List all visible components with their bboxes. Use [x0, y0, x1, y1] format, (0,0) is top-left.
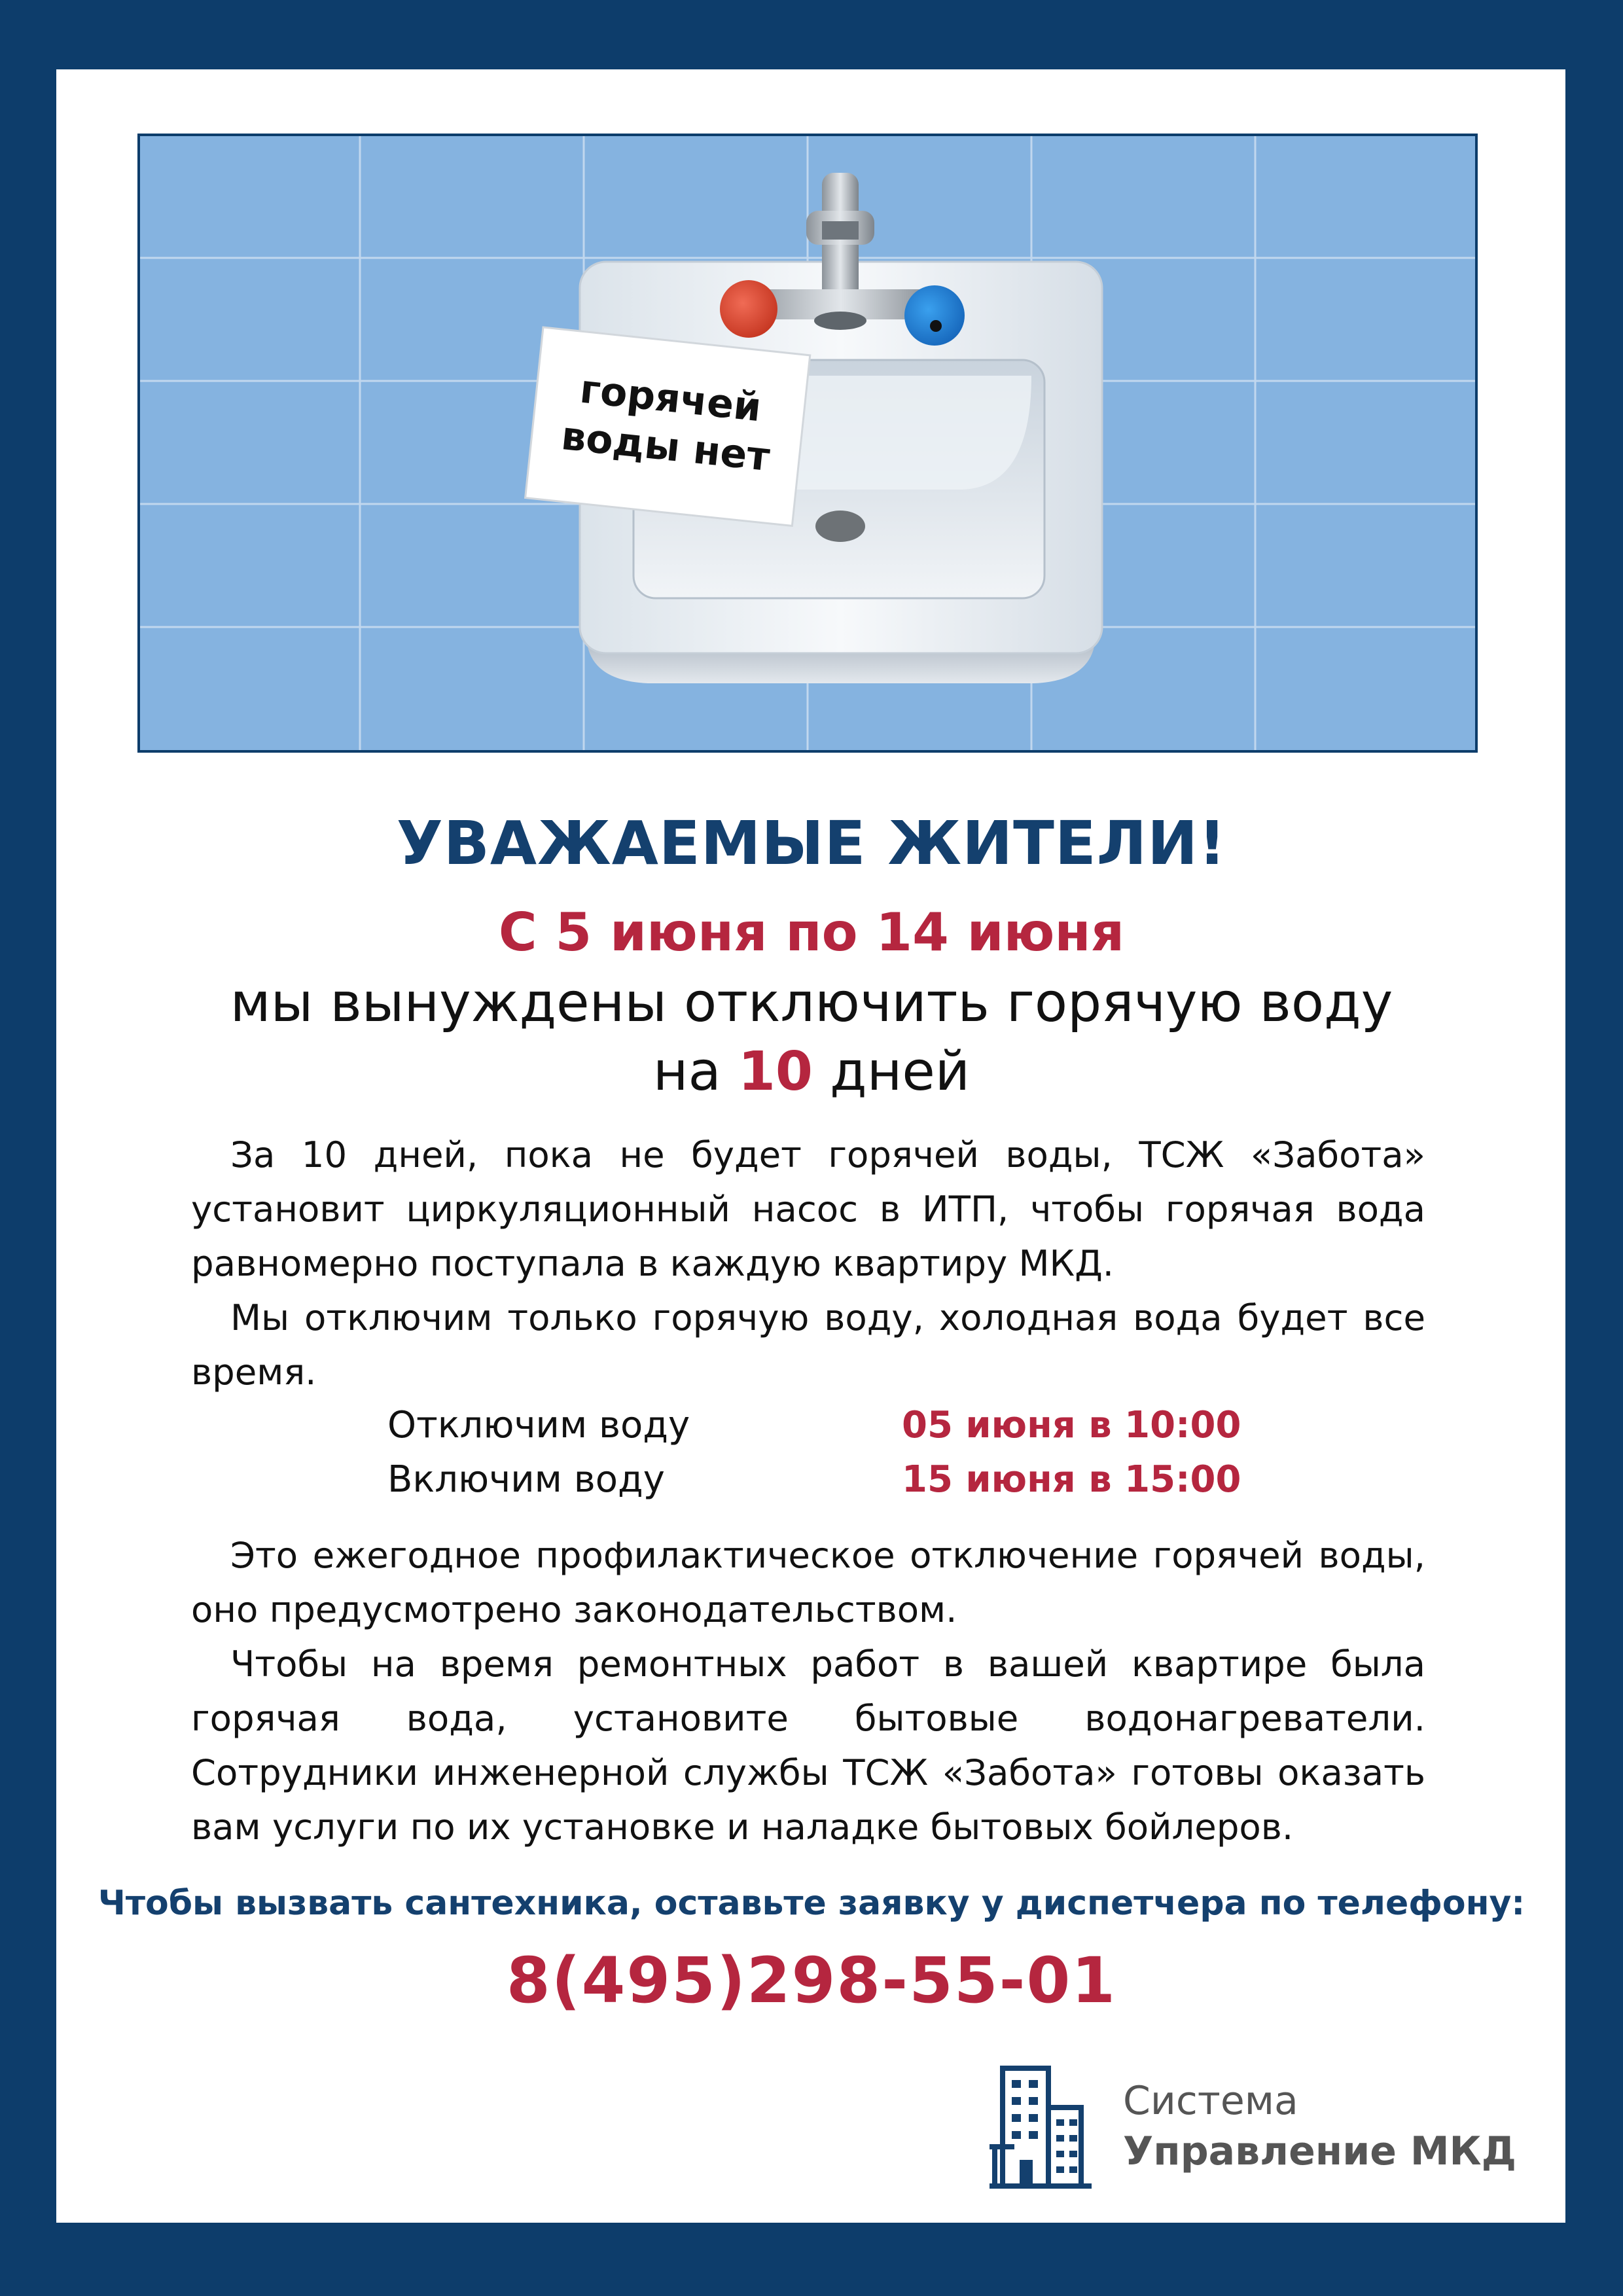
brand-line2: Управление МКД: [1123, 2128, 1517, 2174]
schedule-on-label: Включим воду: [387, 1458, 665, 1501]
sign-text-line1: горячей: [577, 366, 764, 431]
paragraph-pump: За 10 дней, пока не будет горячей воды, ТСЖ «Забота» установит циркуляционный насос в ИТП, чтобы горячая вода равномерно поступала в каждую квартиру МКД.: [191, 1134, 1425, 1284]
hot-tap-icon: [720, 280, 777, 338]
duration-prefix: на: [652, 1041, 738, 1103]
outage-subtitle: мы вынуждены отключить горячую воду: [230, 972, 1393, 1034]
duration-suffix: дней: [812, 1041, 971, 1103]
sign-text-line2: воды нет: [559, 413, 772, 481]
outage-duration: [0, 1041, 1623, 1103]
phone-number[interactable]: 8(495)298-55-01: [506, 1944, 1117, 2017]
schedule-off-label: Отключим воду: [387, 1404, 690, 1446]
call-instructions: Чтобы вызвать сантехника, оставьте заявку у диспетчера по телефону:: [98, 1884, 1525, 1923]
cold-tap-icon: [904, 285, 965, 346]
brand-line1: Система: [1123, 2078, 1298, 2124]
schedule-on-value: 15 июня в 15:00: [902, 1458, 1241, 1501]
drain: [815, 511, 865, 542]
outage-dates: С 5 июня по 14 июня: [498, 902, 1125, 963]
schedule-off-value: 05 июня в 10:00: [902, 1404, 1241, 1446]
page-title: УВАЖАЕМЫЕ ЖИТЕЛИ!: [396, 808, 1227, 878]
no-hot-water-sign: [526, 327, 810, 526]
sink-illustration: [137, 134, 1478, 753]
paragraph-heaters: Чтобы на время ремонтных работ в вашей квартире была горячая вода, установите бытовые водонагреватели. Сотрудники инженерной службы ТСЖ «Забота» готовы оказать вам услуги по их установке и наладке бытовых бойлеров.: [191, 1643, 1425, 1848]
paragraph-cold-water: Мы отключим только горячую воду, холодная вода будет все время.: [191, 1297, 1425, 1393]
duration-number: 10: [738, 1041, 813, 1103]
building-icon: [988, 2062, 1093, 2195]
paragraph-annual: Это ежегодное профилактическое отключение горячей воды, оно предусмотрено законодательством.: [191, 1534, 1425, 1630]
